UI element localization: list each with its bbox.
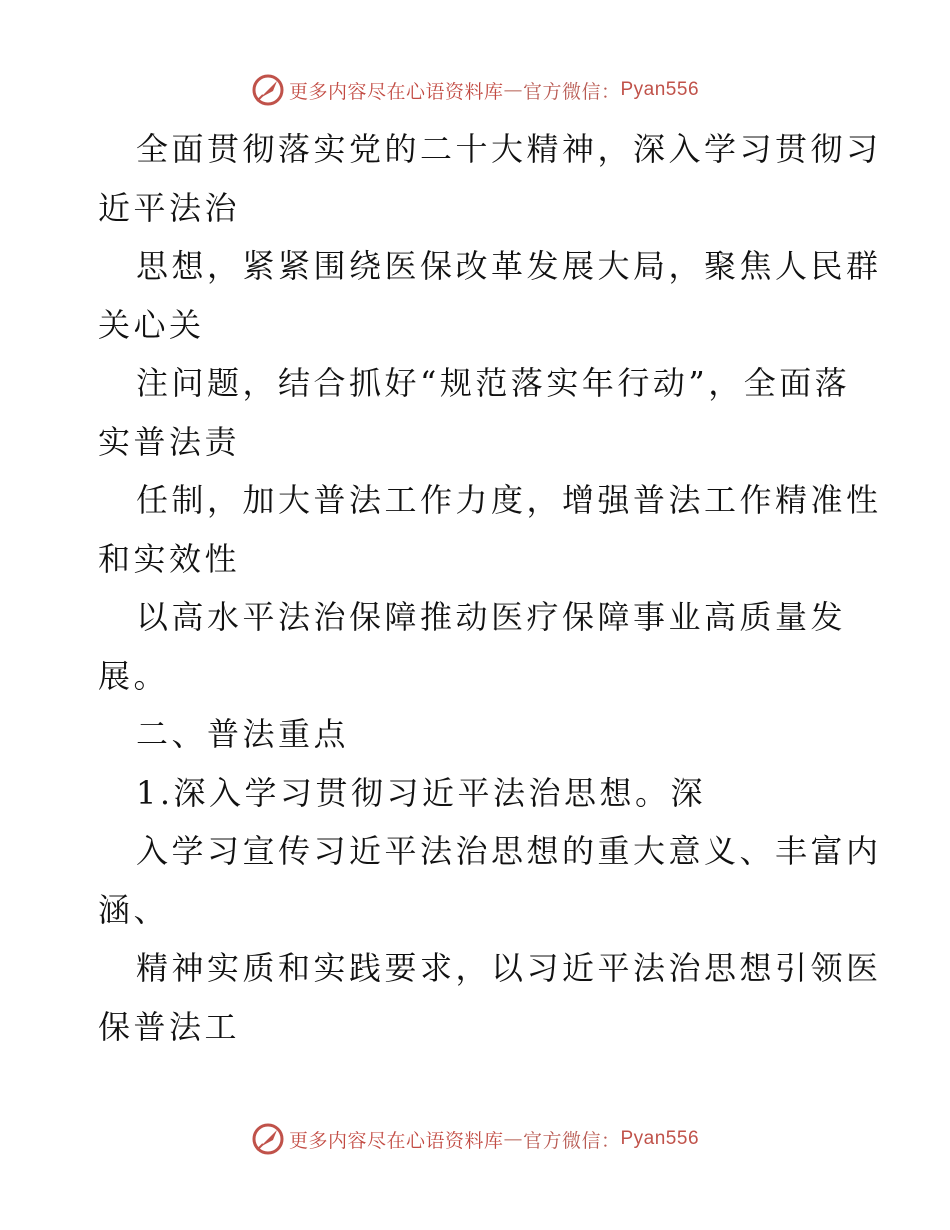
header-banner	[0, 72, 950, 108]
paragraph-line: 注问题，结合抓好“规范落实年行动”，全面落	[136, 364, 851, 402]
footer-banner	[0, 1121, 950, 1157]
paragraph-line: 关心关	[98, 305, 205, 344]
paragraph-line: 近平法治	[98, 188, 241, 227]
banner-wechat-label: 官方微信：	[522, 1129, 621, 1152]
paragraph-line: 保普法工	[98, 1007, 241, 1046]
paragraph-line: 展。	[98, 656, 170, 695]
banner-separator: —	[503, 79, 523, 101]
paragraph-line: 思想，紧紧围绕医保改革发展大局，聚焦人民群	[136, 247, 882, 285]
paragraph-line: 实普法责	[98, 422, 241, 461]
banner-main-text: 更多内容尽在心语资料库	[288, 80, 504, 103]
banner-wechat-id: Pyan556	[620, 79, 700, 100]
paragraph-line: 和实效性	[98, 539, 241, 578]
feather-pen-logo-icon	[251, 73, 285, 107]
banner-main-text: 更多内容尽在心语资料库	[288, 1129, 504, 1152]
banner-separator: —	[503, 1128, 523, 1150]
paragraph-line: 以高水平法治保障推动医疗保障事业高质量发	[136, 598, 847, 636]
paragraph-line: 入学习宣传习近平法治思想的重大意义、丰富内	[136, 832, 882, 870]
paragraph-line: 1.深入学习贯彻习近平法治思想。深	[136, 773, 707, 812]
paragraph-line: 二、普法重点	[136, 715, 350, 753]
paragraph-line: 任制，加大普法工作力度，增强普法工作精准性	[136, 481, 882, 519]
paragraph-line: 涵、	[98, 890, 170, 929]
paragraph-line: 精神实质和实践要求，以习近平法治思想引领医	[136, 949, 882, 987]
banner-wechat-label: 官方微信：	[522, 80, 621, 103]
paragraph-line: 全面贯彻落实党的二十大精神，深入学习贯彻习	[136, 130, 882, 168]
feather-pen-logo-icon	[251, 1122, 285, 1156]
banner-wechat-id: Pyan556	[620, 1128, 700, 1149]
document-body	[98, 120, 882, 1056]
